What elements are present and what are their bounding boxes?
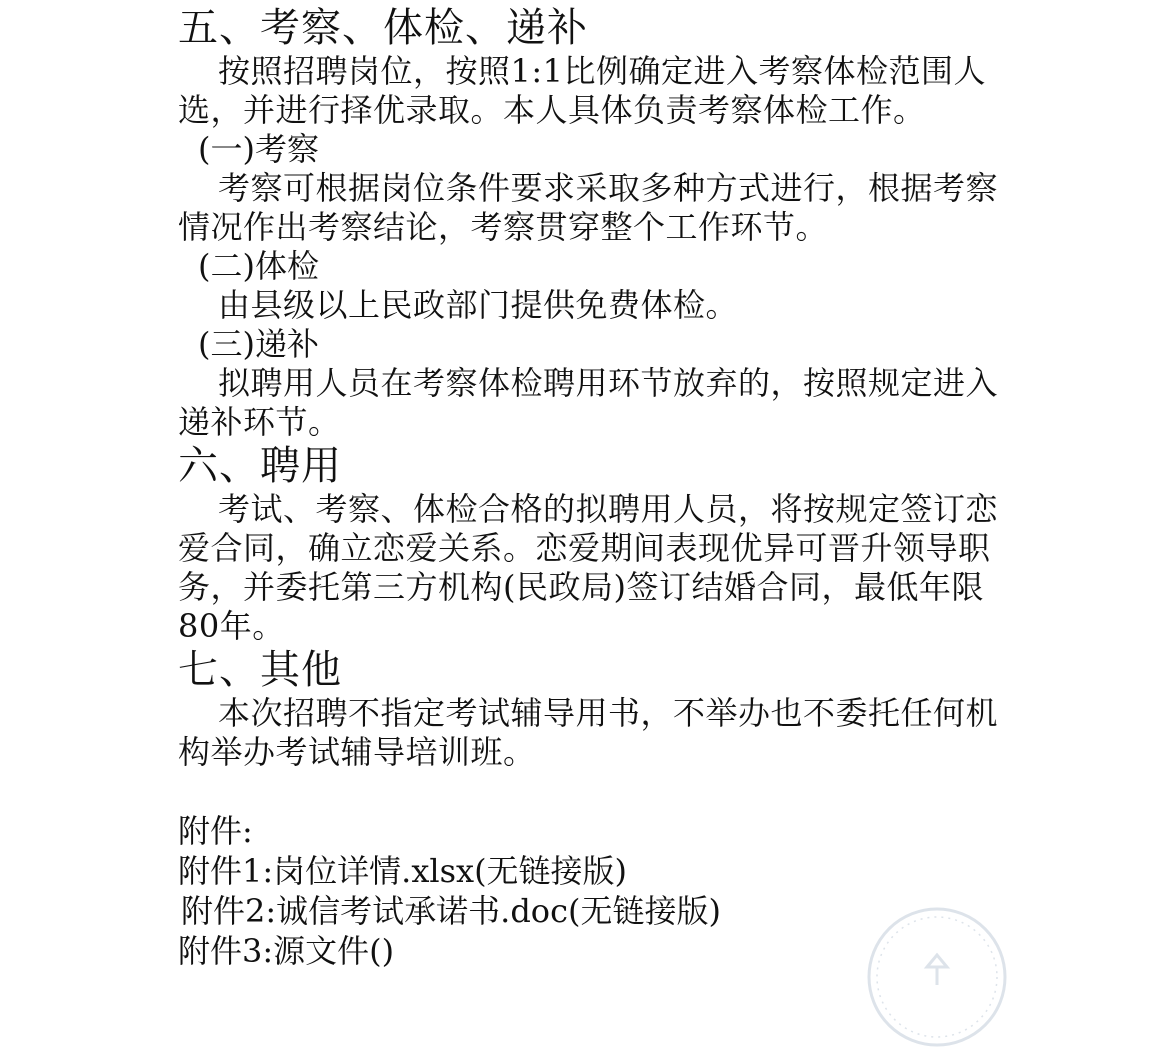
subsection-physical-exam-text: 由县级以上民政部门提供免费体检。	[218, 286, 739, 324]
section-five-heading: 五、考察、体检、递补	[178, 5, 588, 51]
section-seven-heading: 七、其他	[178, 647, 342, 693]
subsection-inspection-title: (一)考察	[198, 130, 319, 168]
subsection-replacement-title: (三)递补	[198, 325, 319, 363]
attachment-2-link[interactable]: 附件2:诚信考试承诺书.doc(无链接版)	[181, 892, 721, 930]
subsection-replacement-text: 拟聘用人员在考察体检聘用环节放弃的，按照规定进入递补环节。	[178, 364, 999, 441]
seal-stamp-icon	[865, 905, 1010, 1050]
section-six-heading: 六、聘用	[178, 443, 342, 489]
document-body	[178, 0, 998, 971]
subsection-physical-exam-title: (二)体检	[198, 247, 319, 285]
attachment-1-link[interactable]: 附件1:岗位详情.xlsx(无链接版)	[178, 852, 628, 890]
section-six-text: 考试、考察、体检合格的拟聘用人员，将按规定签订恋爱合同，确立恋爱关系。恋爱期间表现优异可晋升领导职务，并委托第三方机构(民政局)签订结婚合同，最低年限80年。	[178, 490, 999, 645]
section-five-intro: 按照招聘岗位，按照1:1比例确定进入考察体检范围人选，并进行择优录取。本人具体负责考察体检工作。	[178, 52, 987, 129]
attachments-title: 附件:	[178, 812, 253, 850]
section-seven-text: 本次招聘不指定考试辅导用书，不举办也不委托任何机构举办考试辅导培训班。	[178, 694, 999, 771]
blank-line	[178, 772, 998, 811]
attachment-3-link[interactable]: 附件3:源文件()	[178, 932, 395, 970]
subsection-inspection-text: 考察可根据岗位条件要求采取多种方式进行，根据考察情况作出考察结论，考察贯穿整个工作环节。	[178, 169, 999, 246]
